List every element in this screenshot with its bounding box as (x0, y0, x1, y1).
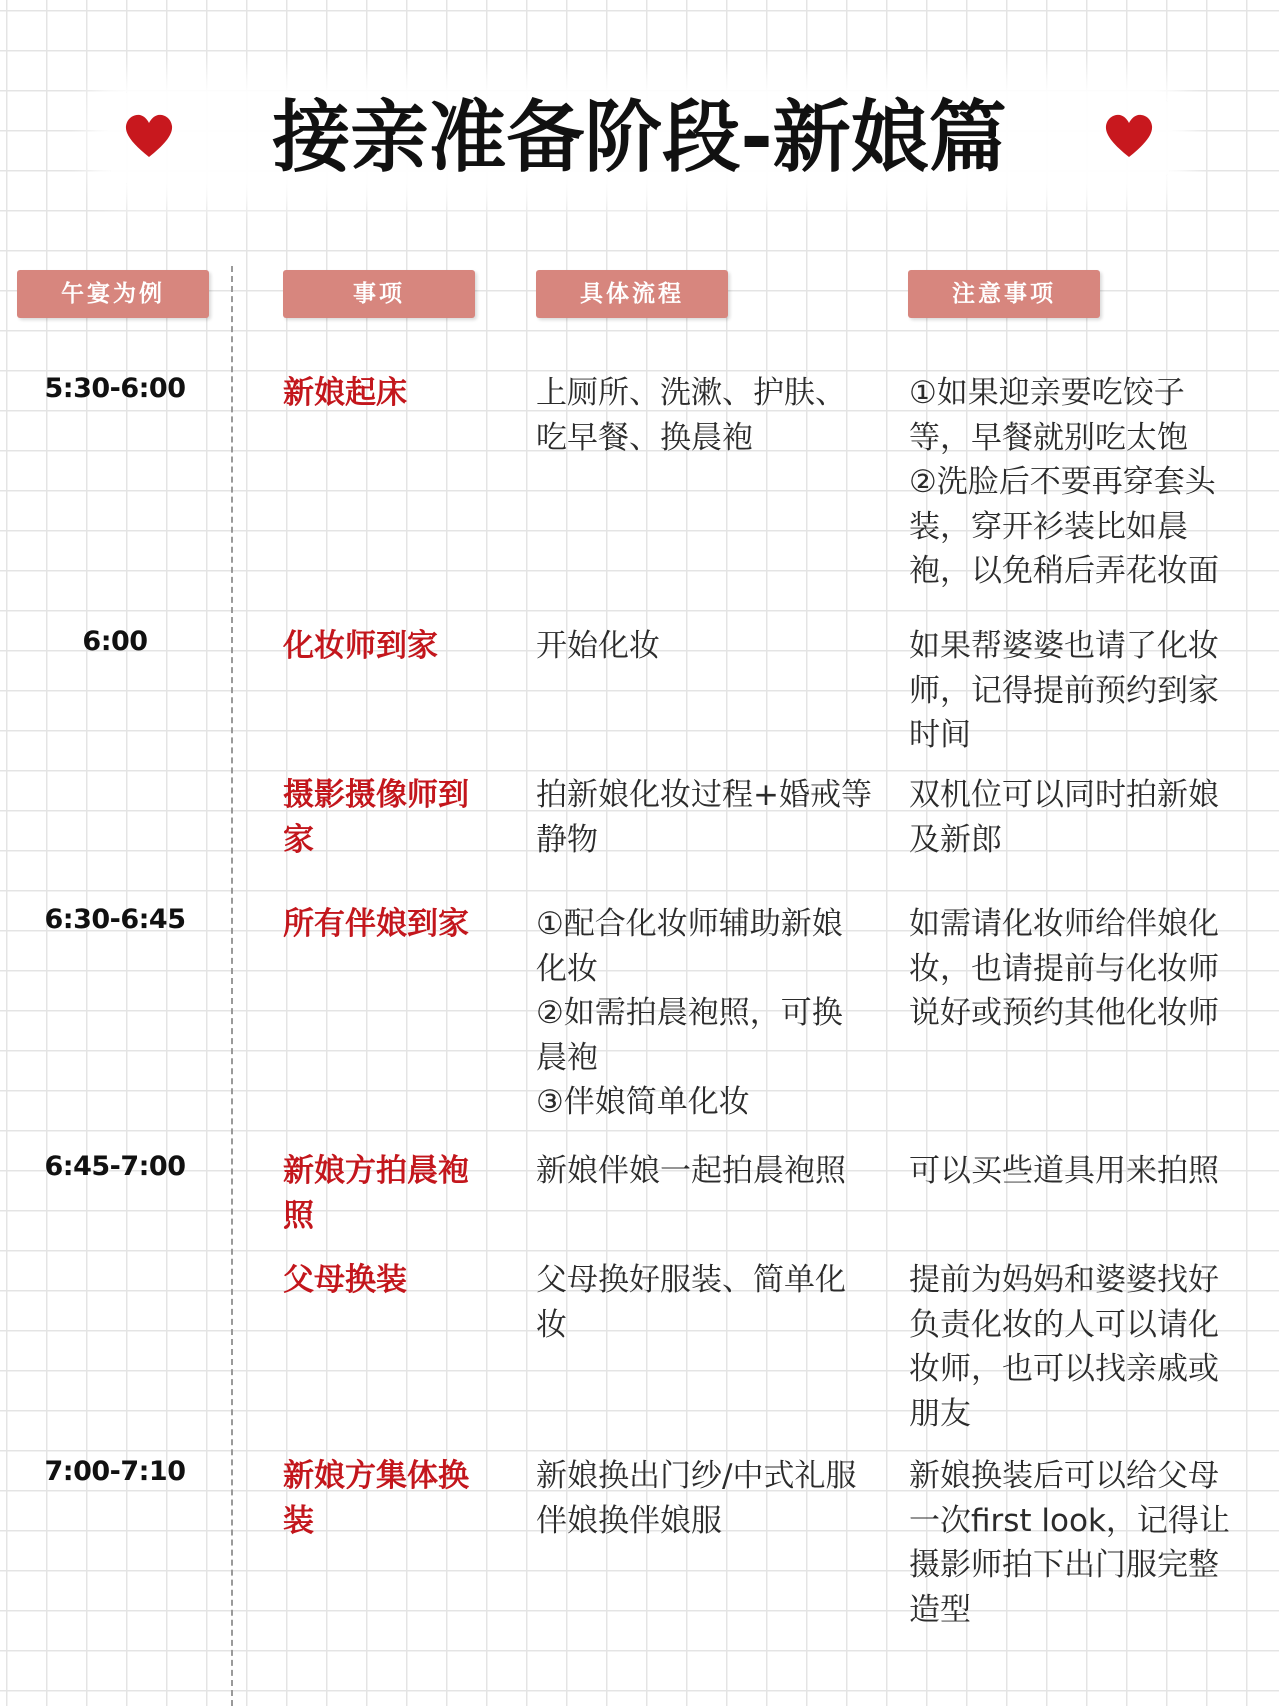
schedule-row (0, 1454, 1279, 1628)
notes-text: 如需请化妆师给伴娘化 妆，也请提前与化妆师 说好或预约其他化妆师 (909, 906, 1219, 1032)
item-title: 新娘起床 (283, 375, 407, 411)
schedule-row (0, 1258, 1279, 1432)
item-title: 新娘方集体换 装 (283, 1458, 469, 1539)
item-title: 化妆师到家 (283, 628, 438, 664)
notes-text: 如果帮婆婆也请了化妆 师，记得提前预约到家 时间 (909, 628, 1219, 754)
page-title: 接亲准备阶段-新娘篇 (272, 93, 1007, 183)
notes-text: ①如果迎亲要吃饺子 等，早餐就别吃太饱 ②洗脸后不要再穿套头 装，穿开衫装比如晨 袍，以免稍后弄花妆面 (909, 375, 1219, 590)
process-text: 父母换好服装、简单化 妆 (536, 1262, 846, 1343)
time-label: 6:45-7:00 (44, 1151, 186, 1182)
time-label: 6:00 (82, 626, 148, 657)
time-label: 7:00-7:10 (44, 1456, 186, 1487)
header-notes: 注意事项 (908, 270, 1100, 318)
header-time: 午宴为例 (17, 270, 209, 318)
time-label: 6:30-6:45 (44, 904, 186, 935)
item-title: 新娘方拍晨袍 照 (283, 1153, 469, 1234)
schedule-row (0, 902, 1279, 1121)
notes-text: 新娘换装后可以给父母 一次first look，记得让 摄影师拍下出门服完整 造型 (909, 1458, 1230, 1628)
timeline-divider (231, 266, 233, 1706)
header-process: 具体流程 (536, 270, 728, 318)
process-text: 新娘换出门纱/中式礼服 伴娘换伴娘服 (536, 1458, 857, 1539)
schedule-row (0, 371, 1279, 590)
notes-text: 提前为妈妈和婆婆找好 负责化妆的人可以请化 妆师，也可以找亲戚或 朋友 (909, 1262, 1219, 1432)
schedule-row (0, 624, 1279, 754)
header-item: 事项 (283, 270, 475, 318)
process-text: 开始化妆 (536, 628, 660, 664)
item-title: 父母换装 (283, 1262, 407, 1298)
time-label: 5:30-6:00 (44, 373, 186, 404)
schedule-row (0, 1149, 1279, 1234)
left-heart-icon (124, 113, 174, 159)
process-text: ①配合化妆师辅助新娘 化妆 ②如需拍晨袍照，可换 晨袍 ③伴娘简单化妆 (536, 906, 843, 1121)
schedule-row (0, 773, 1279, 858)
notes-text: 可以买些道具用来拍照 (909, 1153, 1219, 1189)
item-title: 摄影摄像师到 家 (283, 777, 469, 858)
item-title: 所有伴娘到家 (283, 906, 469, 942)
process-text: 新娘伴娘一起拍晨袍照 (536, 1153, 846, 1189)
process-text: 拍新娘化妆过程+婚戒等 静物 (536, 777, 872, 858)
right-heart-icon (1104, 113, 1154, 159)
process-text: 上厕所、洗漱、护肤、 吃早餐、换晨袍 (536, 375, 846, 456)
notes-text: 双机位可以同时拍新娘 及新郎 (909, 777, 1219, 858)
